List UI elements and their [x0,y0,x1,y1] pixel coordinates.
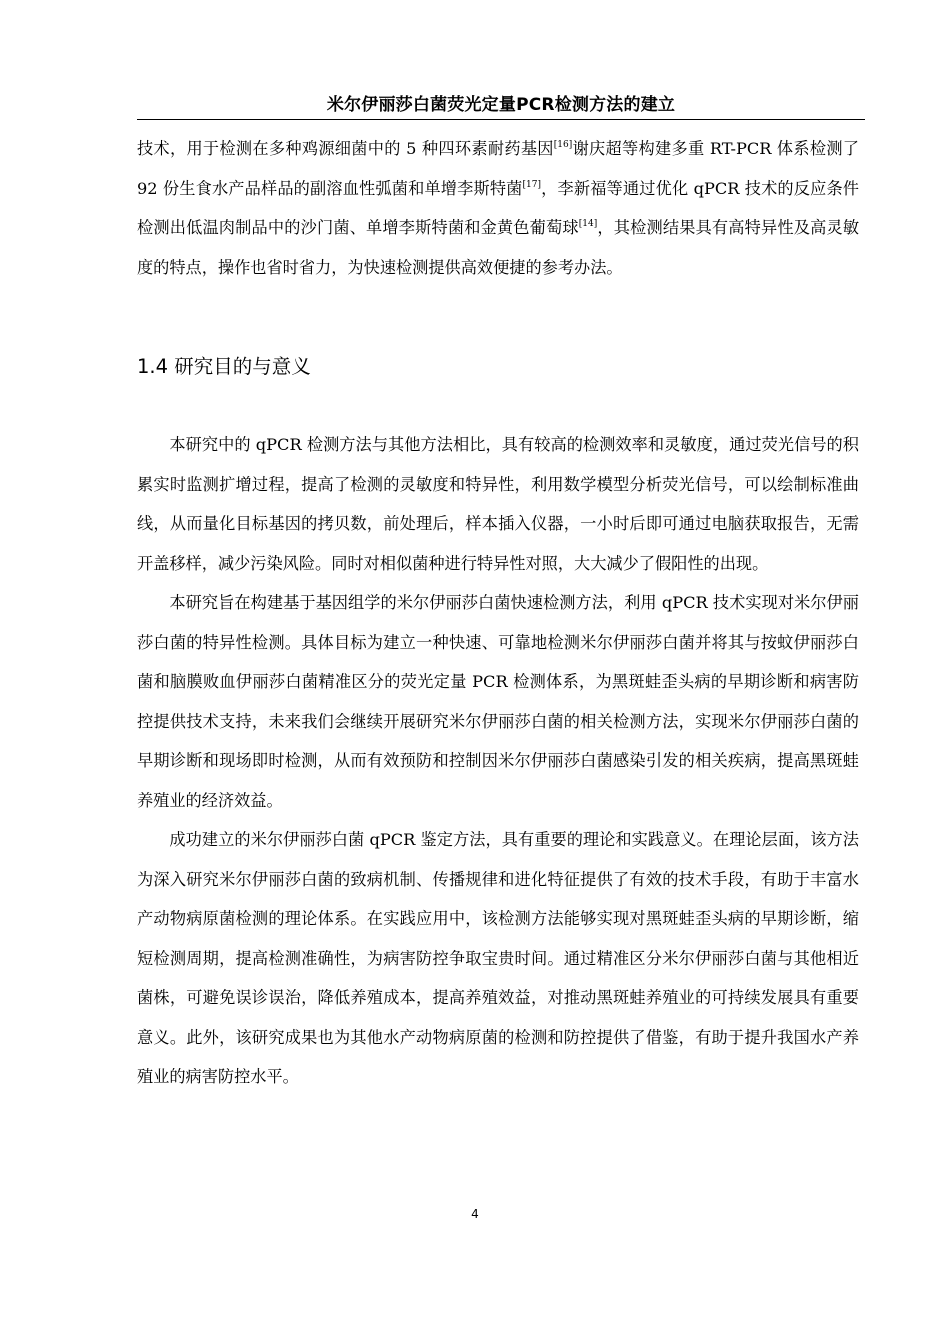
continued-paragraph [137,129,859,287]
section-heading: 1.4 研究目的与意义 [137,355,311,378]
body-paragraph: 成功建立的米尔伊丽莎白菌 qPCR 鉴定方法，具有重要的理论和实践意义。在理论层面，该方法为深入研究米尔伊丽莎白菌的致病机制、传播规律和进化特征提供了有效的技术手段，有助于丰富水产动物病原菌检测的理论体系。在实践应用中，该检测方法能够实现对黑斑蛙歪头病的早期诊断，缩短检测周期，提高检测准确性，为病害防控争取宝贵时间。通过精准区分米尔伊丽莎白菌与其他相近菌株，可避免误诊误治，降低养殖成本，提高养殖效益，对推动黑斑蛙养殖业的可持续发展具有重要意义。此外，该研究成果也为其他水产动物病原菌的检测和防控提供了借鉴，有助于提升我国水产养殖业的病害防控水平。 [137,830,859,1086]
citation-ref: [14] [578,218,598,229]
running-header-title: 米尔伊丽莎白菌荧光定量PCR检测方法的建立 [326,95,676,115]
text-segment: 技术，用于检测在多种鸡源细菌中的 5 种四环素耐药基因 [137,139,554,158]
body-paragraph: 本研究旨在构建基于基因组学的米尔伊丽莎白菌快速检测方法，利用 qPCR 技术实现对米尔伊丽莎白菌的特异性检测。具体目标为建立一种快速、可靠地检测米尔伊丽莎白菌并将其与按蚊伊丽莎白菌和脑膜败血伊丽莎白菌精准区分的荧光定量 PCR 检测体系，为黑斑蛙歪头病的早期诊断和病害防控提供技术支持，未来我们会继续开展研究米尔伊丽莎白菌的相关检测方法，实现米尔伊丽莎白菌的早期诊断和现场即时检测，从而有效预防和控制因米尔伊丽莎白菌感染引发的相关疾病，提高黑斑蛙养殖业的经济效益。 [137,593,859,810]
citation-ref: [17] [522,179,542,190]
citation-ref: [16] [553,139,573,150]
text-segment: ，其检测结果具有高特异性及高灵敏度的特点，操作也省时省力，为快速检测提供高效便捷的参考办法。 [137,218,860,277]
header-rule [137,119,865,120]
text-segment: ，李新福等通过优化 qPCR 技术的反应条件检测出低温肉制品中的沙门菌、单增李斯特菌和金黄色葡萄球 [137,178,859,237]
text-segment: 谢庆超等构建多重 RT-PCR 体系检测了 92 份生食水产品样品的副溶血性弧菌和单增李斯特菌 [137,139,859,198]
body-paragraph: 本研究中的 qPCR 检测方法与其他方法相比，具有较高的检测效率和灵敏度，通过荧光信号的积累实时监测扩增过程，提高了检测的灵敏度和特异性，利用数学模型分析荧光信号，可以绘制标准曲线，从而量化目标基因的拷贝数，前处理后，样本插入仪器，一小时后即可通过电脑获取报告，无需开盖移样，减少污染风险。同时对相似菌种进行特异性对照，大大减少了假阳性的出现。 [137,435,859,573]
section-body [137,425,859,1097]
page-number: 4 [471,1207,479,1221]
